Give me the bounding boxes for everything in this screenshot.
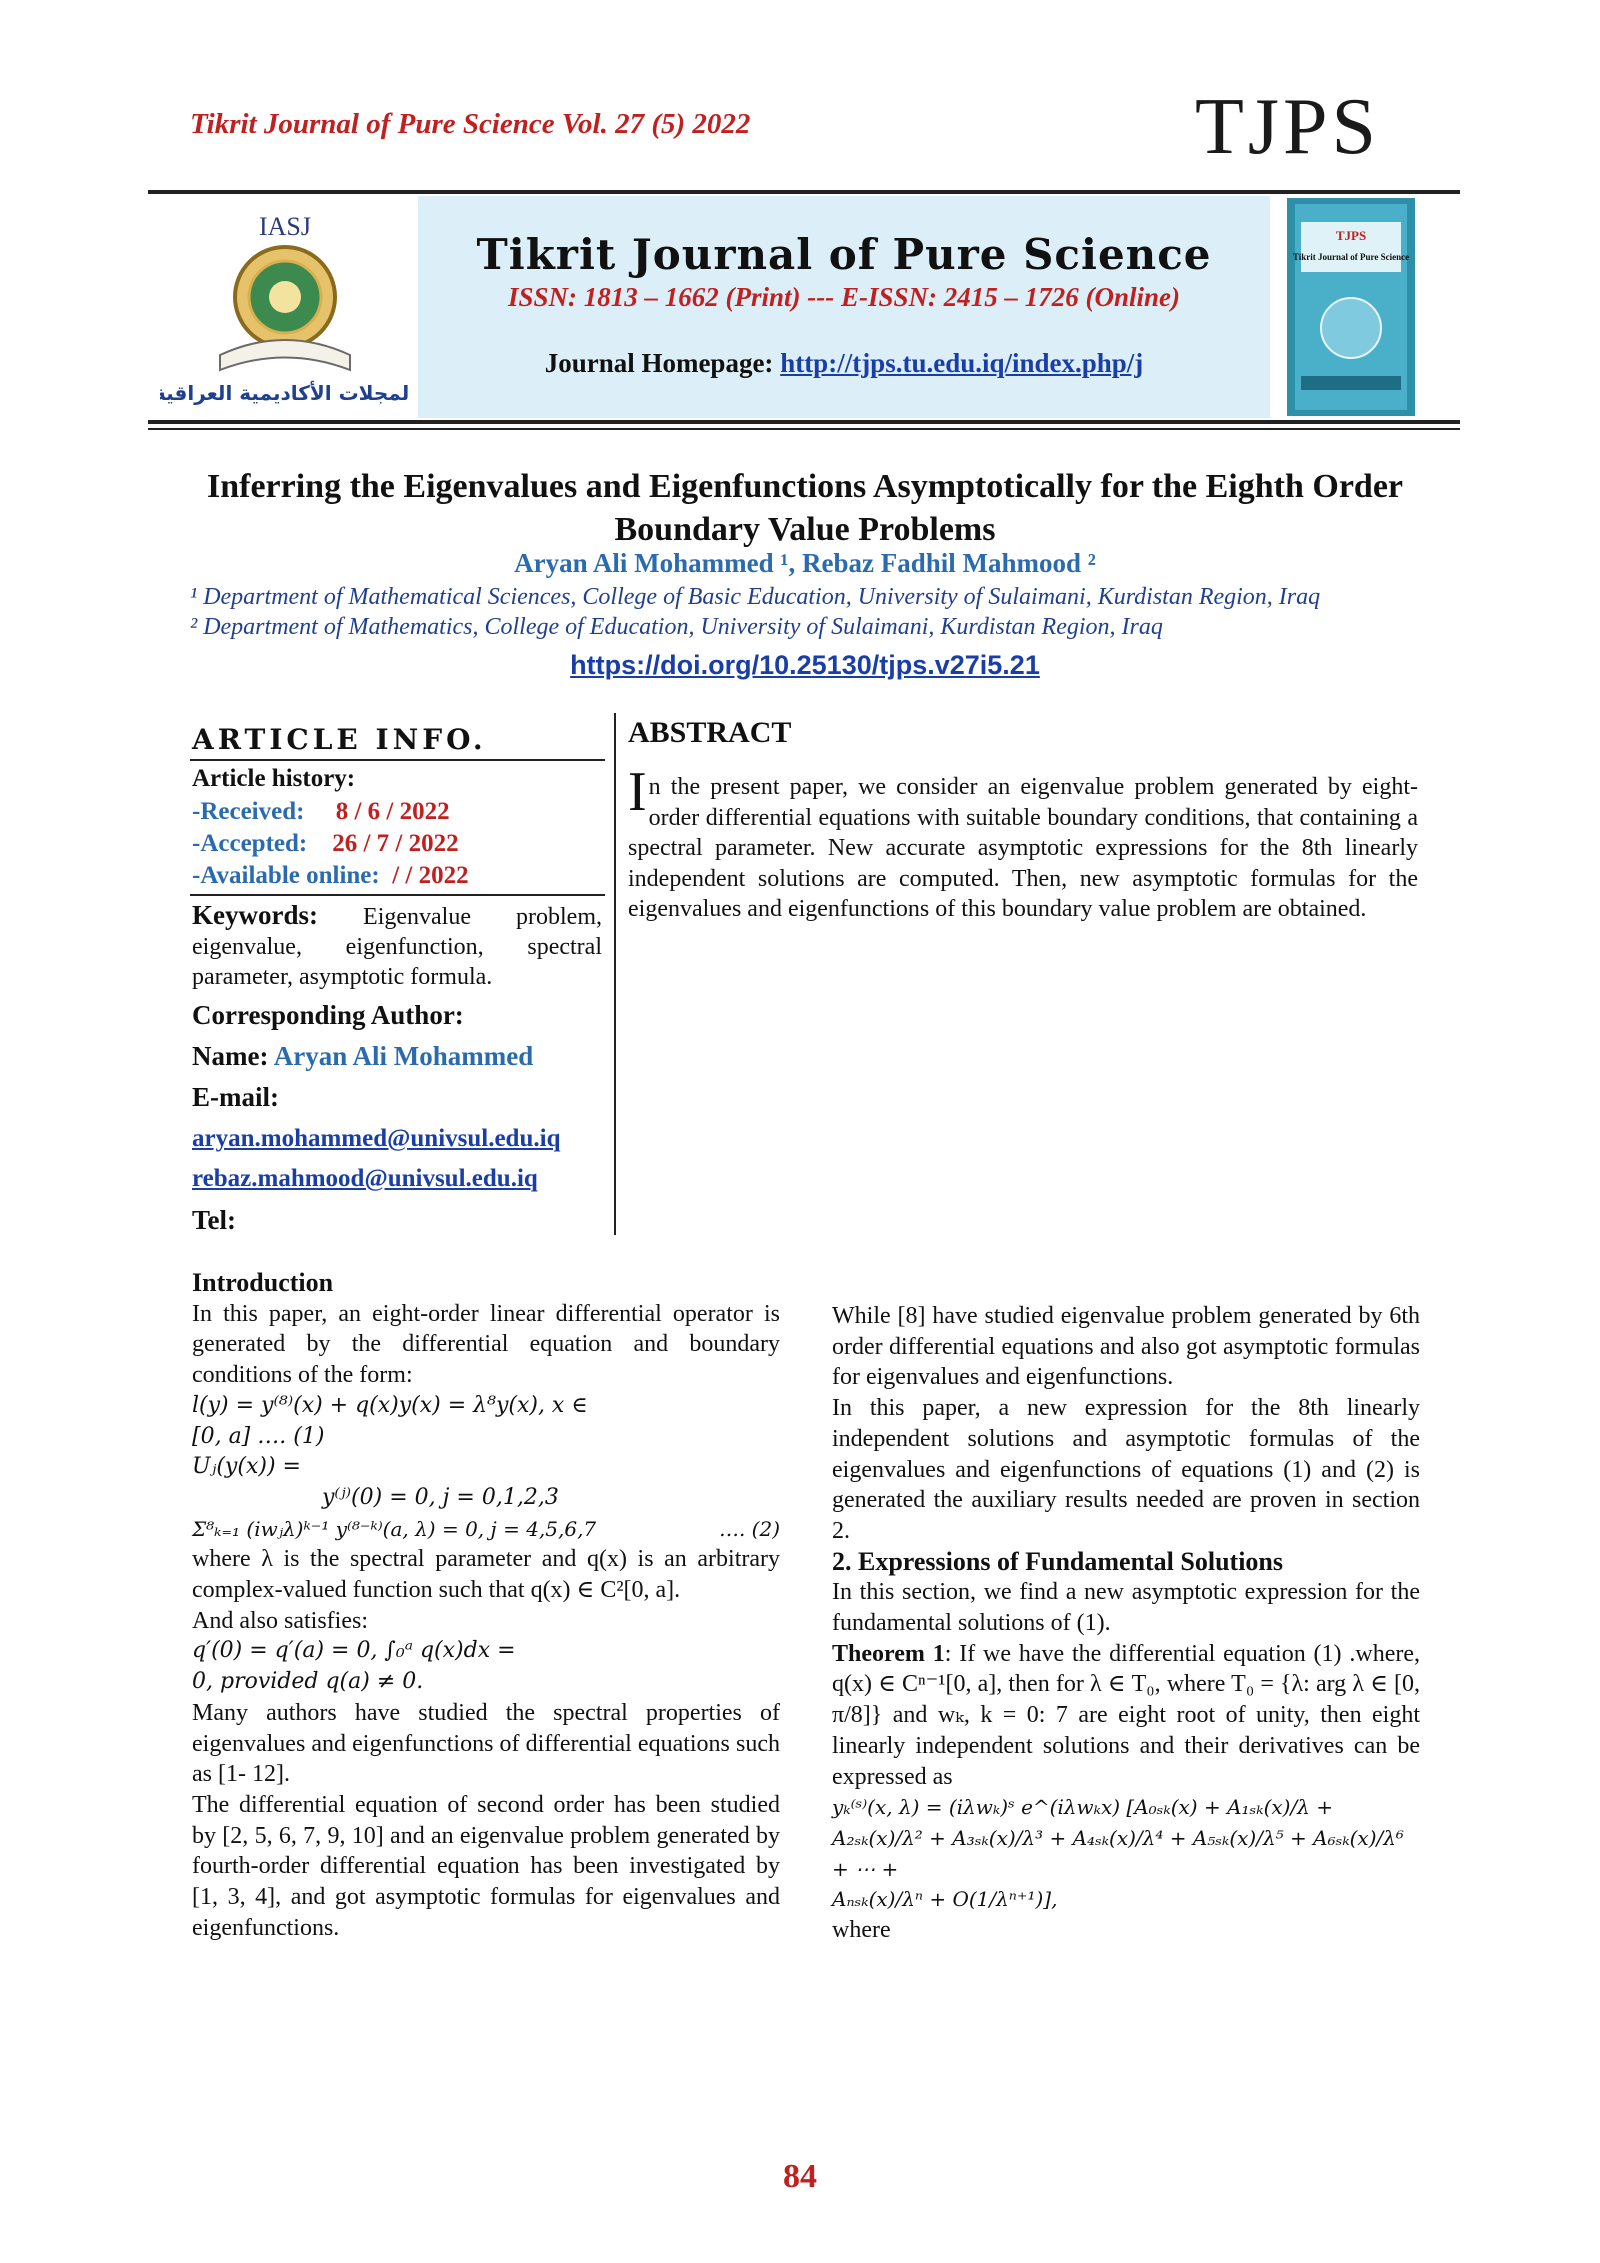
homepage-line [418, 348, 1270, 379]
equation-2-line-2: y⁽ʲ⁾(0) = 0, j = 0,1,2,3 [322, 1484, 559, 1510]
section-2-heading: 2. Expressions of Fundamental Solutions [832, 1546, 1284, 1576]
equation-4-line-3: Aₙₛₖ(x)/λⁿ + O(1/λⁿ⁺¹)], [832, 1887, 1058, 1912]
theorem-1 [832, 1639, 1420, 1793]
running-head: Tikrit Journal of Pure Science Vol. 27 (5) 2022 [190, 108, 751, 140]
email-link-2[interactable]: rebaz.mahmood@univsul.edu.iq [192, 1165, 538, 1192]
affiliation-1: ¹ Department of Mathematical Sciences, College of Basic Education, University of Sulaimani, Kurdistan Region, Iraq [190, 584, 1321, 610]
theorem-label: Theorem 1 [832, 1640, 945, 1667]
abstract-body: n the present paper, we consider an eigenvalue problem generated by eight- order differential equations with suitable boundary conditions, that containing a spectral parameter. New accurate asymptotic expressions for the 8th linearly independent solutions are computed. Then, new asymptotic formulas for the eigenvalues and eigenfunctions of this boundary value problem are obtained. [628, 774, 1418, 922]
abstract-text [628, 761, 1418, 925]
iasj-label: IASJ [258, 212, 312, 241]
right-paragraph-2: In this paper, a new expression for the 8th linearly independent solutions and asymptotic formulas of the eigenvalues and eigenfunctions of equations (1) and (2) is generated the auxiliary results needed are proven in section 2. [832, 1395, 1420, 1544]
email-link-1[interactable]: aryan.mohammed@univsul.edu.iq [192, 1125, 561, 1152]
author-name-line [192, 1041, 533, 1072]
tel-label: Tel: [192, 1205, 237, 1235]
doi-link[interactable]: https://doi.org/10.25130/tjps.v27i5.21 [570, 650, 1040, 680]
available-value: / / 2022 [392, 862, 469, 889]
keywords-block [192, 900, 602, 992]
equation-1-line-1: l(y) = y⁽⁸⁾(x) + q(x)y(x) = λ⁸y(x), x ∈ [192, 1392, 588, 1418]
history-label: Article history: [192, 765, 356, 792]
intro-paragraph-1: In this paper, an eight-order linear differential operator is generated by the differential equation and boundary conditions of the form: [192, 1300, 780, 1389]
cover-title: Tikrit Journal of Pure Science [1292, 252, 1410, 262]
tjps-logo: TJPS [1195, 83, 1380, 171]
received-date [192, 798, 450, 826]
affiliation-2: ² Department of Mathematics, College of Education, University of Sulaimani, Kurdistan Region, Iraq [190, 614, 1163, 640]
received-value: 8 / 6 / 2022 [335, 798, 450, 825]
right-paragraph-3: In this section, we find a new asymptotic expression for the fundamental solutions of (1). [832, 1579, 1420, 1637]
abstract-dropcap: I [628, 761, 647, 823]
author-list: Aryan Ali Mohammed ¹, Rebaz Fadhil Mahmood ² [514, 548, 1096, 578]
received-label: -Received: [192, 798, 305, 825]
equation-3-line-1: q′(0) = q′(a) = 0, ∫₀ᵃ q(x)dx = [192, 1638, 516, 1664]
email-label: E-mail: [192, 1082, 279, 1112]
body-left-column [192, 1268, 780, 1943]
journal-name: Tikrit Journal of Pure Science [476, 230, 1212, 279]
equation-2-line-3 [192, 1514, 780, 1545]
intro-paragraph-3: And also satisfies: [192, 1607, 368, 1634]
article-info-heading: ARTICLE INFO. [192, 723, 487, 756]
column-divider [614, 713, 616, 1235]
body-right-column [832, 1301, 1420, 1946]
intro-paragraph-2: where λ is the spectral parameter and q(x) is an arbitrary complex-valued function such that q(x) ∈ C²[0, a]. [192, 1546, 780, 1604]
header-rule-top [148, 190, 1460, 194]
iasj-logo [160, 205, 410, 410]
corresponding-author-label: Corresponding Author: [192, 1000, 464, 1030]
right-paragraph-1: While [8] have studied eigenvalue problem generated by 6th order differential equations and also got asymptotic formulas for eigenvalues and eigenfunctions. [832, 1303, 1420, 1391]
article-info-rule-2 [190, 894, 605, 896]
header-rule-bottom [148, 420, 1460, 424]
accepted-label: -Accepted: [192, 830, 308, 857]
page-number: 84 [783, 2158, 817, 2195]
intro-heading: Introduction [192, 1268, 334, 1297]
homepage-link[interactable]: http://tjps.tu.edu.iq/index.php/j [780, 348, 1144, 378]
abstract-heading: ABSTRACT [628, 716, 792, 749]
article-info-rule [190, 759, 605, 761]
intro-paragraph-5: The differential equation of second order has been studied by [2, 5, 6, 7, 9, 10] and an eigenvalue problem generated by fourth-order differential equation has been investigated by [1, 3, 4], and got asymptotic formulas for eigenvalues and eigenfunctions. [192, 1791, 780, 1941]
equation-2-line-1: Uⱼ(y(x)) = [192, 1454, 301, 1480]
homepage-label: Journal Homepage: [544, 348, 781, 378]
name-label: Name: [192, 1041, 274, 1071]
where-label: where [832, 1917, 891, 1944]
name-value: Aryan Ali Mohammed [273, 1041, 534, 1071]
intro-paragraph-4: Many authors have studied the spectral properties of eigenvalues and eigenfunctions of differential equations such as [1- 12]. [192, 1699, 780, 1788]
accepted-date [192, 830, 459, 858]
equation-2-tag: …. (2) [718, 1516, 780, 1541]
available-label: -Available online: [192, 862, 380, 889]
keywords-label: Keywords: [192, 900, 318, 930]
cover-tjps: TJPS [1335, 228, 1367, 243]
equation-4-line-2: A₂ₛₖ(x)/λ² + A₃ₛₖ(x)/λ³ + A₄ₛₖ(x)/λ⁴ + A₅ₛₖ(x)/λ⁵ + A₆ₛₖ(x)/λ⁶ + ⋯ + [832, 1825, 1404, 1881]
equation-4-line-1: yₖ⁽ˢ⁾(x, λ) = (iλwₖ)ˢ e^(iλwₖx) [A₀ₛₖ(x) + A₁ₛₖ(x)/λ + [832, 1795, 1333, 1820]
available-date [192, 862, 469, 890]
accepted-value: 26 / 7 / 2022 [332, 830, 459, 857]
header-rule-bottom-thin [148, 428, 1460, 430]
issn-line: ISSN: 1813 – 1662 (Print) --- E-ISSN: 2415 – 1726 (Online) [507, 282, 1181, 312]
paper-title: Inferring the Eigenvalues and Eigenfunctions Asymptotically for the Eighth Order Boundary Value Problems [206, 468, 1404, 548]
theorem-text: : If we have the differential equation (1) .where, q(x) ∈ Cⁿ⁻¹[0, a], then for λ ∈ T₀, where T₀ = {λ: arg λ ∈ [0, π/8]} and wₖ, k = 0: 7 are eight root of unity, then eight linearly independent solutions and their derivatives can be expressed as [832, 1640, 1421, 1790]
equation-3-line-2: 0, provided q(a) ≠ 0. [192, 1669, 424, 1695]
equation-1-line-2: [0, a] …. (1) [192, 1423, 325, 1449]
journal-cover-image [1287, 198, 1415, 416]
keywords-text: Eigenvalue problem, eigenvalue, eigenfunction, spectral parameter, asymptotic formula. [192, 904, 603, 990]
doi-line [160, 650, 1450, 681]
equation-2-sum: Σ⁸ₖ₌₁ (iwⱼλ)ᵏ⁻¹ y⁽⁸⁻ᵏ⁾(a, λ) = 0, j = 4,5,6,7 [192, 1516, 597, 1541]
iasj-arabic: المجلات الأكاديمية العراقية [160, 381, 410, 405]
